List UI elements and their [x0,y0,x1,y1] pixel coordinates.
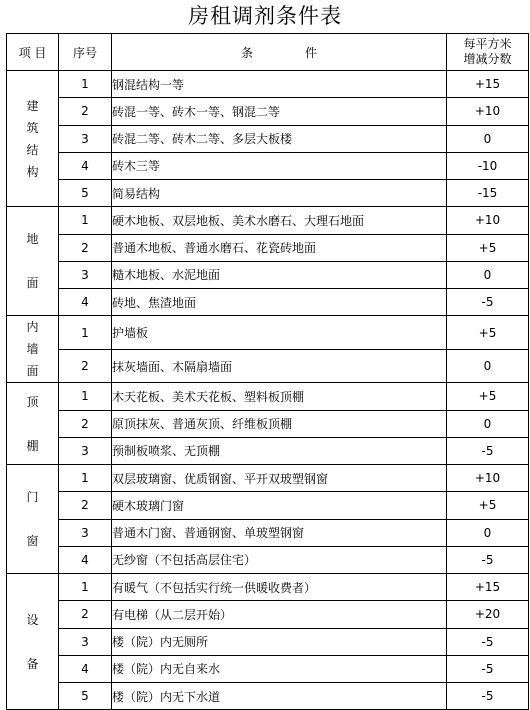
table-row [7,574,529,601]
condition-cell: 简易结构 [112,180,447,207]
score-cell: 0 [447,349,529,383]
condition-cell: 糙木地板、水泥地面 [112,261,447,288]
header-score-line2: 增减分数 [463,52,512,66]
table-row [7,465,529,492]
condition-cell: 钢混结构一等 [112,71,447,98]
row-number-cell: 3 [59,125,112,152]
row-number-cell: 2 [59,234,112,261]
table-header-row [7,34,529,71]
row-number-cell: 2 [59,492,112,519]
row-number-cell: 2 [59,601,112,628]
condition-cell: 护墙板 [112,316,447,350]
row-number-cell: 2 [59,410,112,437]
table-row [7,492,529,519]
row-number-cell: 1 [59,465,112,492]
table-row [7,410,529,437]
table-row [7,71,529,98]
score-cell: +15 [447,71,529,98]
score-cell: 0 [447,125,529,152]
table-row [7,601,529,628]
table-row [7,261,529,288]
row-number-cell: 2 [59,98,112,125]
row-number-cell: 3 [59,628,112,655]
condition-cell: 楼（院）内无自来水 [112,655,447,682]
table-row [7,683,529,710]
header-category: 项 目 [7,34,59,71]
condition-cell: 预制板喷浆、无顶棚 [112,437,447,464]
table-row [7,289,529,316]
condition-cell: 砖木三等 [112,152,447,179]
category-cell: 设 备 [7,574,59,710]
table-row [7,383,529,410]
score-cell: -5 [447,628,529,655]
row-number-cell: 3 [59,519,112,546]
table-row [7,316,529,350]
condition-cell: 楼（院）内无厕所 [112,628,447,655]
row-number-cell: 3 [59,261,112,288]
score-cell: 0 [447,261,529,288]
table-row [7,180,529,207]
score-cell: +5 [447,383,529,410]
category-cell: 门 窗 [7,465,59,574]
row-number-cell: 3 [59,437,112,464]
score-cell: +5 [447,316,529,350]
category-cell: 内 墙 面 [7,316,59,383]
row-number-cell: 4 [59,546,112,573]
table-row [7,207,529,234]
table-row [7,655,529,682]
condition-cell: 木天花板、美术天花板、塑料板顶棚 [112,383,447,410]
score-cell: 0 [447,519,529,546]
table-row [7,234,529,261]
row-number-cell: 4 [59,655,112,682]
table-title: 房租调剂条件表 [188,4,342,28]
category-cell: 顶 棚 [7,383,59,465]
condition-cell: 硬木地板、双层地板、美术水磨石、大理石地面 [112,207,447,234]
table-row [7,349,529,383]
row-number-cell: 1 [59,574,112,601]
condition-cell: 有暖气（不包括实行统一供暖收费者） [112,574,447,601]
table-body [7,71,529,710]
score-cell: -5 [447,289,529,316]
category-cell: 地 面 [7,207,59,316]
header-condition: 条件 [112,34,447,71]
condition-cell: 砖混二等、砖木二等、多层大板楼 [112,125,447,152]
score-cell: +10 [447,98,529,125]
condition-cell: 普通木地板、普通水磨石、花瓷砖地面 [112,234,447,261]
score-cell: +20 [447,601,529,628]
score-cell: +15 [447,574,529,601]
row-number-cell: 1 [59,71,112,98]
row-number-cell: 4 [59,152,112,179]
score-cell: -15 [447,180,529,207]
condition-cell: 砖混一等、砖木一等、钢混二等 [112,98,447,125]
table-row [7,546,529,573]
table-row [7,98,529,125]
score-cell: +5 [447,492,529,519]
condition-cell: 无纱窗（不包括高层住宅） [112,546,447,573]
score-cell: -10 [447,152,529,179]
row-number-cell: 5 [59,180,112,207]
table-row [7,519,529,546]
row-number-cell: 5 [59,683,112,710]
score-cell: -5 [447,655,529,682]
condition-cell: 砖地、焦渣地面 [112,289,447,316]
condition-cell: 抹灰墙面、木隔扇墙面 [112,349,447,383]
header-number: 序号 [59,34,112,71]
condition-cell: 普通木门窗、普通钢窗、单玻塑钢窗 [112,519,447,546]
category-cell: 建 筑 结 构 [7,71,59,207]
score-cell: -5 [447,437,529,464]
score-cell: +10 [447,207,529,234]
table-row [7,152,529,179]
row-number-cell: 1 [59,207,112,234]
condition-cell: 双层玻璃窗、优质钢窗、平开双玻塑钢窗 [112,465,447,492]
condition-cell: 有电梯（从二层开始） [112,601,447,628]
table-row [7,125,529,152]
row-number-cell: 2 [59,349,112,383]
score-cell: +5 [447,234,529,261]
rent-adjustment-table [6,33,529,710]
score-cell: -5 [447,546,529,573]
condition-cell: 楼（院）内无下水道 [112,683,447,710]
header-score-line1: 每平方米 [463,37,512,51]
table-row [7,437,529,464]
score-cell: 0 [447,410,529,437]
row-number-cell: 1 [59,316,112,350]
condition-cell: 原顶抹灰、普通灰顶、纤维板顶棚 [112,410,447,437]
score-cell: -5 [447,683,529,710]
table-row [7,628,529,655]
row-number-cell: 1 [59,383,112,410]
score-cell: +10 [447,465,529,492]
header-score [447,34,529,71]
row-number-cell: 4 [59,289,112,316]
condition-cell: 硬木玻璃门窗 [112,492,447,519]
